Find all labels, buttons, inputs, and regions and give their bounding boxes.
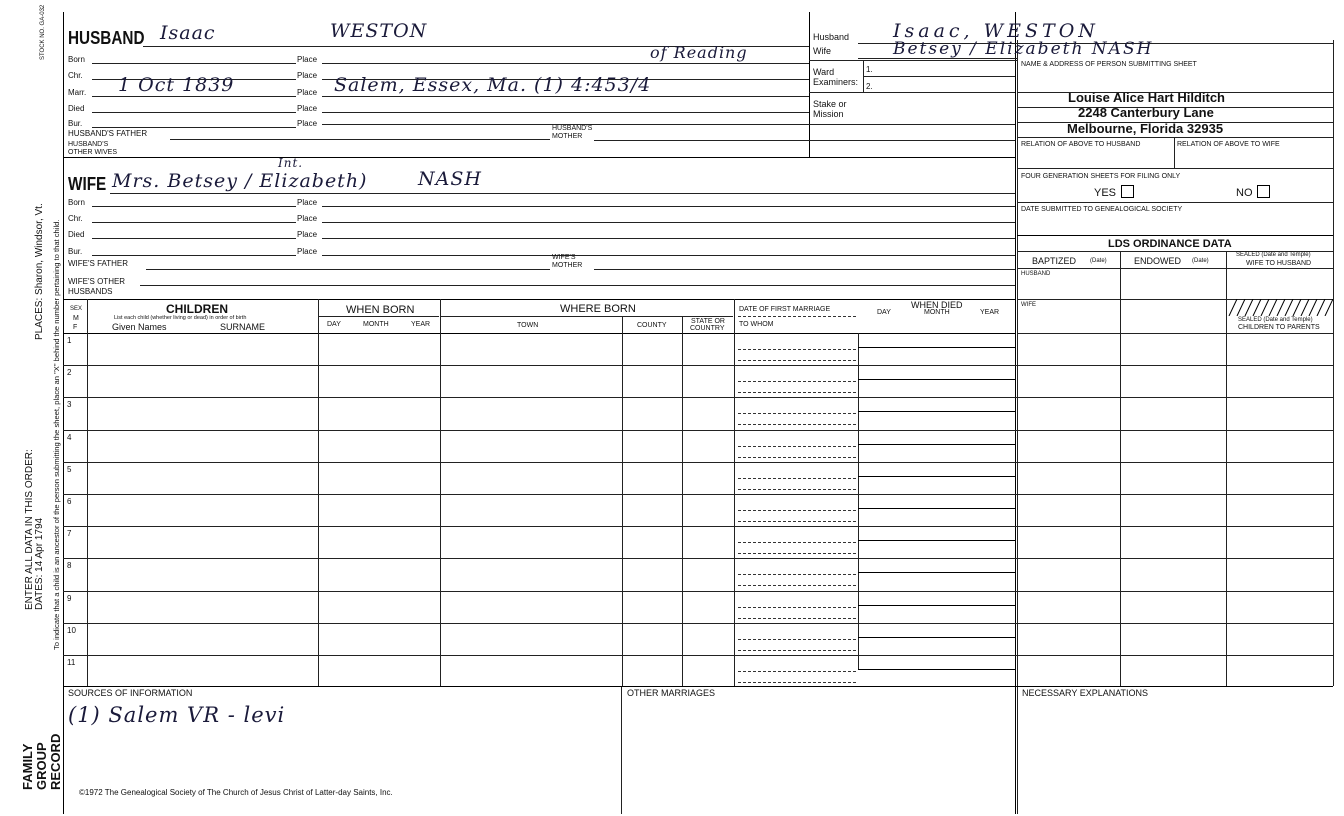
- husband-born-label: Born: [68, 55, 85, 64]
- child-marriage-date-line: [738, 671, 856, 672]
- wife-mother-label-2: MOTHER: [552, 262, 583, 269]
- stake-label: Stake or: [813, 99, 847, 109]
- child-spouse-line: [738, 489, 856, 490]
- form-title-group: GROUP: [34, 742, 49, 790]
- mission-label: Mission: [813, 109, 844, 119]
- husband-marr-place: Salem, Essex, Ma. (1) 4:453/4: [334, 74, 652, 96]
- wife-surname: NASH: [418, 168, 482, 190]
- four-gen-label: FOUR GENERATION SHEETS FOR FILING ONLY: [1021, 173, 1181, 180]
- relation-to-wife-label: RELATION OF ABOVE TO WIFE: [1177, 141, 1280, 148]
- child-row-separator: [63, 494, 1333, 495]
- surname-header: SURNAME: [220, 322, 266, 332]
- date-submitted-label: DATE SUBMITTED TO GENEALOGICAL SOCIETY: [1021, 206, 1183, 213]
- child-row-number: 6: [67, 497, 72, 506]
- child-row-separator: [63, 462, 1333, 463]
- submitter-heading: NAME & ADDRESS OF PERSON SUBMITTING SHEET: [1021, 61, 1197, 68]
- wife-died-place-label: Place: [297, 230, 318, 239]
- no-checkbox[interactable]: [1257, 185, 1270, 198]
- child-spouse-line: [738, 682, 856, 683]
- husband-given-name: Isaac: [160, 22, 216, 44]
- baptized-date-label: (Date): [1090, 258, 1107, 264]
- child-died-line: [858, 572, 1015, 573]
- sealed-wife-label-2: WIFE TO HUSBAND: [1246, 260, 1312, 267]
- where-born-header: WHERE BORN: [560, 303, 636, 315]
- child-row-separator: [63, 397, 1333, 398]
- child-died-line: [858, 347, 1015, 348]
- child-row-separator: [63, 655, 1333, 656]
- sex-label: SEX: [70, 306, 83, 312]
- submitter-name: Louise Alice Hart Hilditch: [1068, 90, 1225, 105]
- child-marriage-date-line: [738, 574, 856, 575]
- endowed-label: ENDOWED: [1134, 256, 1181, 266]
- husband-marr-place-label: Place: [297, 88, 318, 97]
- child-marriage-date-line: [738, 413, 856, 414]
- right-husband-label: Husband: [813, 32, 850, 42]
- right-wife-name: Betsey / Elizabeth NASH: [893, 39, 1154, 59]
- child-row-separator: [63, 591, 1333, 592]
- child-spouse-line: [738, 585, 856, 586]
- submitter-street: 2248 Canterbury Lane: [1078, 105, 1214, 120]
- child-died-line: [858, 605, 1015, 606]
- child-row-separator: [63, 623, 1333, 624]
- child-died-line: [858, 540, 1015, 541]
- child-spouse-line: [738, 650, 856, 651]
- child-marriage-date-line: [738, 381, 856, 382]
- lds-row-separator: [1017, 333, 1333, 334]
- lds-husband-label: HUSBAND: [1021, 271, 1051, 277]
- husband-bur-place-label: Place: [297, 119, 318, 128]
- sex-f-label: F: [73, 324, 78, 331]
- stock-number: STOCK NO. GA-032: [40, 4, 46, 60]
- husband-mother-label-2: MOTHER: [552, 133, 583, 140]
- child-row-separator: [63, 526, 1333, 527]
- sources-value: (1) Salem VR - levi: [68, 703, 286, 727]
- ward-label: Ward: [813, 67, 835, 77]
- yes-checkbox[interactable]: [1121, 185, 1134, 198]
- sex-m-label: M: [73, 315, 79, 322]
- husband-mother-label-1: HUSBAND'S: [552, 125, 593, 132]
- husband-bur-label: Bur.: [68, 119, 83, 128]
- when-died-header: WHEN DIED: [911, 300, 963, 310]
- child-marriage-date-line: [738, 607, 856, 608]
- lds-wife-label: WIFE: [1021, 302, 1036, 308]
- explanations-label: NECESSARY EXPLANATIONS: [1022, 688, 1149, 698]
- child-died-line: [858, 476, 1015, 477]
- child-row-number: 10: [67, 625, 76, 635]
- child-marriage-date-line: [738, 349, 856, 350]
- form-title-record: RECORD: [48, 733, 63, 790]
- child-died-line: [858, 411, 1015, 412]
- wife-born-label: Born: [68, 198, 85, 207]
- other-marriages-label: OTHER MARRIAGES: [627, 688, 716, 698]
- wife-born-place-label: Place: [297, 198, 318, 207]
- husband-died-place-label: Place: [297, 104, 318, 113]
- child-marriage-date-line: [738, 446, 856, 447]
- child-row-separator: [63, 430, 1333, 431]
- husband-chr-place-label: Place: [297, 71, 318, 80]
- husband-of-reading-note: of Reading: [650, 43, 748, 62]
- child-marriage-date-line: [738, 478, 856, 479]
- form-title-family: FAMILY: [20, 743, 35, 790]
- endowed-date-label: (Date): [1192, 258, 1209, 264]
- child-died-line: [858, 508, 1015, 509]
- child-row-number: 11: [67, 658, 76, 667]
- examiner-2: 2.: [866, 82, 873, 91]
- relation-to-husband-label: RELATION OF ABOVE TO HUSBAND: [1021, 141, 1141, 148]
- to-whom-header: TO WHOM: [739, 321, 774, 328]
- child-row-separator: [63, 365, 1333, 366]
- husband-marr-label: Marr.: [68, 88, 87, 97]
- husband-other-wives-label-1: HUSBAND'S: [68, 141, 109, 148]
- dates-order: DATES: 14 Apr 1794: [34, 517, 45, 610]
- child-died-line: [858, 379, 1015, 380]
- wife-other-husbands-label-1: WIFE'S OTHER: [68, 277, 126, 286]
- wife-father-label: WIFE'S FATHER: [68, 259, 129, 268]
- wife-chr-label: Chr.: [68, 214, 83, 223]
- husband-born-place-label: Place: [297, 55, 318, 64]
- places-order: PLACES: Sharon, Windsor, Vt.: [34, 203, 45, 340]
- examiners-label: Examiners:: [813, 77, 859, 87]
- yes-label: YES: [1094, 187, 1117, 199]
- child-spouse-line: [738, 457, 856, 458]
- husband-label: HUSBAND: [68, 28, 145, 48]
- wife-chr-place-label: Place: [297, 214, 318, 223]
- child-died-line: [858, 669, 1015, 670]
- died-year-header: YEAR: [980, 309, 1000, 316]
- given-names-header: Given Names: [112, 322, 167, 332]
- county-header: COUNTY: [637, 322, 667, 329]
- wife-bur-place-label: Place: [297, 247, 318, 256]
- husband-father-label: HUSBAND'S FATHER: [68, 129, 148, 138]
- child-marriage-date-line: [738, 510, 856, 511]
- ancestor-instruction: To indicate that a child is an ancestor of the person submitting the sheet, place an "X" behind the number pertaining to that child.: [52, 219, 61, 650]
- child-row-number: 8: [67, 561, 72, 571]
- children-subheader: List each child (whether living or dead) in order of birth: [114, 315, 247, 321]
- right-wife-label: Wife: [813, 46, 831, 56]
- child-marriage-date-line: [738, 542, 856, 543]
- child-spouse-line: [738, 424, 856, 425]
- child-row-number: 7: [67, 529, 72, 539]
- husband-other-wives-label-2: OTHER WIVES: [68, 149, 118, 156]
- died-month-header: MONTH: [924, 309, 950, 316]
- state-header-2: COUNTRY: [690, 325, 725, 332]
- child-row-number: 9: [67, 593, 72, 603]
- born-year-header: YEAR: [411, 321, 431, 328]
- lds-title: LDS ORDINANCE DATA: [1108, 238, 1232, 250]
- copyright: ©1972 The Genealogical Society of The Church of Jesus Christ of Latter-day Saints, Inc.: [79, 788, 393, 797]
- child-died-line: [858, 444, 1015, 445]
- child-spouse-line: [738, 360, 856, 361]
- baptized-label: BAPTIZED: [1032, 256, 1077, 266]
- wife-bur-label: Bur.: [68, 247, 83, 256]
- sealed-children-label-1: SEALED (Date and Temple): [1238, 317, 1313, 323]
- first-marriage-header: DATE OF FIRST MARRIAGE: [739, 306, 831, 313]
- enter-all-order: ENTER ALL DATA IN THIS ORDER:: [24, 449, 35, 610]
- no-label: NO: [1236, 187, 1253, 199]
- town-header: TOWN: [517, 322, 539, 329]
- child-spouse-line: [738, 618, 856, 619]
- child-row-number: 3: [67, 400, 72, 410]
- child-row-number: 2: [67, 368, 72, 378]
- born-day-header: DAY: [327, 321, 341, 328]
- husband-surname: WESTON: [330, 20, 428, 42]
- child-spouse-line: [738, 521, 856, 522]
- when-born-header: WHEN BORN: [346, 304, 415, 316]
- child-died-line: [858, 637, 1015, 638]
- died-day-header: DAY: [877, 309, 891, 316]
- husband-marr-date: 1 Oct 1839: [118, 74, 235, 96]
- children-header: CHILDREN: [166, 302, 228, 316]
- child-marriage-date-line: [738, 639, 856, 640]
- examiner-1: 1.: [866, 65, 873, 74]
- wife-other-husbands-label-2: HUSBANDS: [68, 287, 113, 296]
- submitter-city: Melbourne, Florida 32935: [1067, 121, 1224, 136]
- sealed-children-label-2: CHILDREN TO PARENTS: [1238, 324, 1320, 331]
- sources-label: SOURCES OF INFORMATION: [68, 688, 193, 698]
- child-spouse-line: [738, 553, 856, 554]
- child-row-number: 1: [67, 336, 72, 345]
- wife-int-note: Int.: [278, 156, 304, 170]
- wife-given-name: Mrs. Betsey / Elizabeth): [112, 170, 368, 192]
- husband-died-label: Died: [68, 104, 85, 113]
- wife-label: WIFE: [68, 174, 107, 194]
- sealed-wife-label-1: SEALED (Date and Temple): [1236, 252, 1311, 258]
- husband-chr-label: Chr.: [68, 71, 83, 80]
- child-row-separator: [63, 558, 1333, 559]
- state-header-1: STATE OR: [691, 318, 725, 325]
- right-husband-name: Isaac, WESTON: [893, 20, 1099, 42]
- child-row-number: 4: [67, 432, 72, 442]
- child-row-number: 5: [67, 464, 72, 474]
- born-month-header: MONTH: [363, 321, 389, 328]
- wife-mother-label-1: WIFE'S: [552, 254, 576, 261]
- wife-died-label: Died: [68, 230, 85, 239]
- hatch-pattern: [1227, 299, 1333, 316]
- child-spouse-line: [738, 392, 856, 393]
